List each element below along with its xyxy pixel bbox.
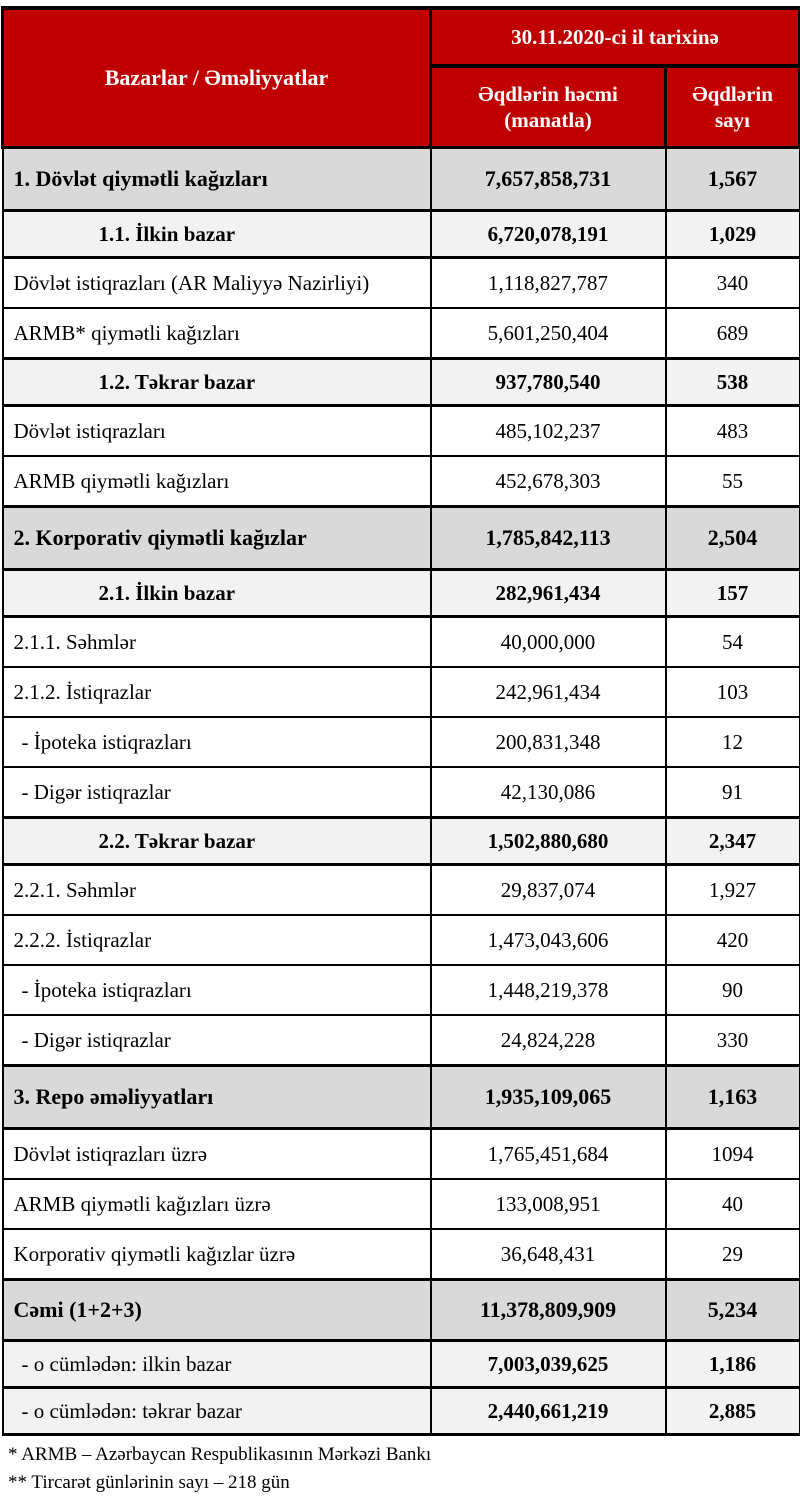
row-volume: 200,831,348 — [431, 717, 666, 767]
row-volume: 6,720,078,191 — [431, 211, 666, 258]
row-label: ARMB qiymətli kağızları üzrə — [3, 1179, 431, 1229]
row-volume: 133,008,951 — [431, 1179, 666, 1229]
row-volume: 5,601,250,404 — [431, 308, 666, 359]
row-volume: 485,102,237 — [431, 406, 666, 457]
column-header-markets: Bazarlar / Əməliyyatlar — [3, 8, 431, 148]
row-count: 340 — [666, 258, 800, 309]
row-count: 1,567 — [666, 148, 800, 211]
row-count: 103 — [666, 667, 800, 717]
table-header — [3, 8, 800, 148]
securities-market-report — [0, 6, 800, 1496]
row-volume: 1,502,880,680 — [431, 818, 666, 865]
row-count: 91 — [666, 767, 800, 818]
row-count: 420 — [666, 915, 800, 965]
row-label: - İpoteka istiqrazları — [3, 717, 431, 767]
row-count: 330 — [666, 1015, 800, 1066]
row-label: 2.1.2. İstiqrazlar — [3, 667, 431, 717]
table-row — [3, 211, 800, 258]
row-label: - İpoteka istiqrazları — [3, 965, 431, 1015]
table-row — [3, 667, 800, 717]
row-volume: 1,448,219,378 — [431, 965, 666, 1015]
row-count: 5,234 — [666, 1280, 800, 1341]
table-row — [3, 456, 800, 507]
row-count: 1,927 — [666, 865, 800, 916]
row-label: 2.1.1. Səhmlər — [3, 617, 431, 668]
table-row — [3, 507, 800, 570]
table-row — [3, 1066, 800, 1129]
row-count: 1,186 — [666, 1341, 800, 1388]
row-count: 2,504 — [666, 507, 800, 570]
row-count: 689 — [666, 308, 800, 359]
table-row — [3, 359, 800, 406]
row-label: Korporativ qiymətli kağızlar üzrə — [3, 1229, 431, 1280]
row-count: 12 — [666, 717, 800, 767]
header-row-top — [3, 8, 800, 66]
table-row — [3, 1229, 800, 1280]
column-header-date: 30.11.2020-ci il tarixinə — [431, 8, 800, 66]
row-volume: 36,648,431 — [431, 1229, 666, 1280]
row-label: - o cümlədən: təkrar bazar — [3, 1388, 431, 1435]
row-count: 40 — [666, 1179, 800, 1229]
row-count: 157 — [666, 570, 800, 617]
row-count: 538 — [666, 359, 800, 406]
row-label: 2. Korporativ qiymətli kağızlar — [3, 507, 431, 570]
row-volume: 11,378,809,909 — [431, 1280, 666, 1341]
table-row — [3, 258, 800, 309]
row-volume: 937,780,540 — [431, 359, 666, 406]
row-volume: 1,765,451,684 — [431, 1129, 666, 1180]
table-row — [3, 818, 800, 865]
row-count: 2,885 — [666, 1388, 800, 1435]
table-row — [3, 406, 800, 457]
row-label: - Digər istiqrazlar — [3, 767, 431, 818]
row-volume: 42,130,086 — [431, 767, 666, 818]
row-label: Dövlət istiqrazları (AR Maliyyə Nazirliyi) — [3, 258, 431, 309]
row-count: 29 — [666, 1229, 800, 1280]
row-count: 1,163 — [666, 1066, 800, 1129]
row-label: 1. Dövlət qiymətli kağızları — [3, 148, 431, 211]
table-row — [3, 717, 800, 767]
table-row — [3, 1015, 800, 1066]
table-row — [3, 915, 800, 965]
row-label: 2.2.1. Səhmlər — [3, 865, 431, 916]
footnote-armb: * ARMB – Azərbaycan Respublikasının Mərkəzi Bankı — [8, 1444, 432, 1465]
table-row — [3, 767, 800, 818]
row-volume: 1,935,109,065 — [431, 1066, 666, 1129]
row-label: - Digər istiqrazlar — [3, 1015, 431, 1066]
row-volume: 452,678,303 — [431, 456, 666, 507]
row-label: ARMB qiymətli kağızları — [3, 456, 431, 507]
table-row — [3, 865, 800, 916]
row-volume: 7,003,039,625 — [431, 1341, 666, 1388]
row-count: 483 — [666, 406, 800, 457]
row-volume: 1,473,043,606 — [431, 915, 666, 965]
table-row — [3, 308, 800, 359]
table-row — [3, 965, 800, 1015]
row-count: 90 — [666, 965, 800, 1015]
row-count: 1,029 — [666, 211, 800, 258]
table-row — [3, 1341, 800, 1388]
row-count: 54 — [666, 617, 800, 668]
column-header-volume: Əqdlərin həcmi (manatla) — [431, 66, 666, 148]
market-operations-table — [1, 6, 800, 1436]
column-header-count: Əqdlərin sayı — [666, 66, 800, 148]
row-volume: 282,961,434 — [431, 570, 666, 617]
table-row — [3, 1129, 800, 1180]
row-volume: 242,961,434 — [431, 667, 666, 717]
row-label: ARMB* qiymətli kağızları — [3, 308, 431, 359]
footnotes — [0, 1436, 800, 1496]
table-body — [3, 148, 800, 1435]
row-volume: 24,824,228 — [431, 1015, 666, 1066]
row-count: 55 — [666, 456, 800, 507]
row-label: 2.2.2. İstiqrazlar — [3, 915, 431, 965]
row-label: Dövlət istiqrazları — [3, 406, 431, 457]
table-row — [3, 148, 800, 211]
row-label: 2.2. Təkrar bazar — [3, 818, 431, 865]
row-label: Dövlət istiqrazları üzrə — [3, 1129, 431, 1180]
table-row — [3, 1388, 800, 1435]
row-label: - o cümlədən: ilkin bazar — [3, 1341, 431, 1388]
row-volume: 29,837,074 — [431, 865, 666, 916]
row-volume: 1,785,842,113 — [431, 507, 666, 570]
row-label: 2.1. İlkin bazar — [3, 570, 431, 617]
row-count: 2,347 — [666, 818, 800, 865]
row-label: 3. Repo əməliyyatları — [3, 1066, 431, 1129]
row-volume: 1,118,827,787 — [431, 258, 666, 309]
row-label: Cəmi (1+2+3) — [3, 1280, 431, 1341]
table-row — [3, 570, 800, 617]
row-label: 1.1. İlkin bazar — [3, 211, 431, 258]
row-count: 1094 — [666, 1129, 800, 1180]
row-label: 1.2. Təkrar bazar — [3, 359, 431, 406]
table-row — [3, 1280, 800, 1341]
table-row — [3, 1179, 800, 1229]
footnote-trading-days: ** Tircarət günlərinin sayı – 218 gün — [8, 1471, 290, 1493]
row-volume: 7,657,858,731 — [431, 148, 666, 211]
row-volume: 2,440,661,219 — [431, 1388, 666, 1435]
table-row — [3, 617, 800, 668]
row-volume: 40,000,000 — [431, 617, 666, 668]
